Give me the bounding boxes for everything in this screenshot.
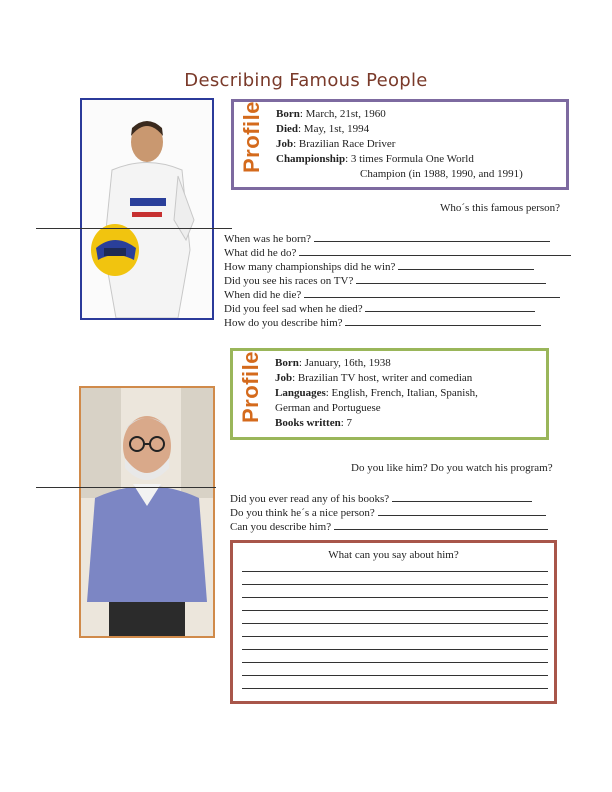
profile-heading: Profile [239,101,264,173]
answer-line[interactable] [392,491,532,502]
connector-line-1 [36,228,232,229]
question-row [230,519,548,533]
job-label: Job [276,138,294,150]
question-text: Did you see his races on TV? [224,275,354,287]
answer-line[interactable] [365,301,535,312]
answer-line[interactable] [398,259,534,270]
question-text: What did he do? [224,247,297,259]
languages-value: : English, French, Italian, Spanish, [325,387,478,399]
answer-line[interactable] [334,519,548,530]
page-title: Describing Famous People [184,70,428,91]
question-text: Can you describe him? [230,521,332,533]
question-row [224,287,560,301]
born-value: : March, 21st, 1960 [299,108,386,120]
writing-line[interactable] [242,623,548,624]
question-text: When did he die? [224,289,302,301]
languages-row [275,386,478,401]
connector-line-2 [36,487,216,488]
books-row [275,416,478,431]
question-intro-1: Who´s this famous person? [440,202,561,214]
question-text: When was he born? [224,233,312,245]
answer-line[interactable] [356,273,546,284]
question-text: Do you think he´s a nice person? [230,507,375,519]
writing-line[interactable] [242,649,548,650]
question-row [224,231,550,245]
books-value: : 7 [340,417,353,429]
championship-value: : 3 times Formula One World [345,153,474,165]
writing-line[interactable] [242,675,548,676]
answer-line[interactable] [378,505,546,516]
books-label: Books written [275,417,341,429]
answer-line[interactable] [345,315,541,326]
writing-line[interactable] [242,636,548,637]
question-intro-2: Do you like him? Do you watch his program? [351,462,553,474]
job-row [276,137,523,152]
tv-host-photo [79,386,215,638]
profile-details [275,356,478,431]
writing-line[interactable] [242,597,548,598]
job-label: Job [275,372,293,384]
question-row [224,301,535,315]
born-value: : January, 16th, 1938 [298,357,391,369]
profile-box-tv-host [230,348,549,440]
writing-line[interactable] [242,571,548,572]
died-value: : May, 1st, 1994 [298,123,370,135]
profile-heading: Profile [238,351,263,423]
championship-label: Championship [276,153,346,165]
born-row [276,107,523,122]
race-driver-photo [80,98,214,320]
profile-box-race-driver [231,99,569,190]
writing-line[interactable] [242,688,548,689]
question-text: Did you ever read any of his books? [230,493,390,505]
question-row [230,491,532,505]
question-row [224,245,571,259]
born-row [275,356,478,371]
race-driver-illustration [82,100,212,318]
writing-box-title: What can you say about him? [328,549,459,561]
died-row [276,122,523,137]
languages-row-continued: German and Portuguese [275,402,381,414]
born-label: Born [276,108,300,120]
championship-row-continued: Champion (in 1988, 1990, and 1991) [360,168,523,180]
job-value: : Brazilian TV host, writer and comedian [292,372,473,384]
question-row [224,273,546,287]
question-row [224,315,541,329]
question-text: How many championships did he win? [224,261,396,273]
question-row [230,505,546,519]
answer-line[interactable] [314,231,550,242]
answer-line[interactable] [304,287,560,298]
tv-host-illustration [81,388,213,636]
writing-box [230,540,557,704]
born-label: Born [275,357,299,369]
writing-line[interactable] [242,662,548,663]
championship-row [276,152,523,167]
question-text: How do you describe him? [224,317,343,329]
job-value: : Brazilian Race Driver [293,138,396,150]
question-text: Did you feel sad when he died? [224,303,363,315]
answer-line[interactable] [299,245,571,256]
profile-details [276,107,523,182]
question-row [224,259,534,273]
died-label: Died [276,123,298,135]
writing-line[interactable] [242,610,548,611]
job-row [275,371,478,386]
writing-line[interactable] [242,584,548,585]
languages-label: Languages [275,387,326,399]
